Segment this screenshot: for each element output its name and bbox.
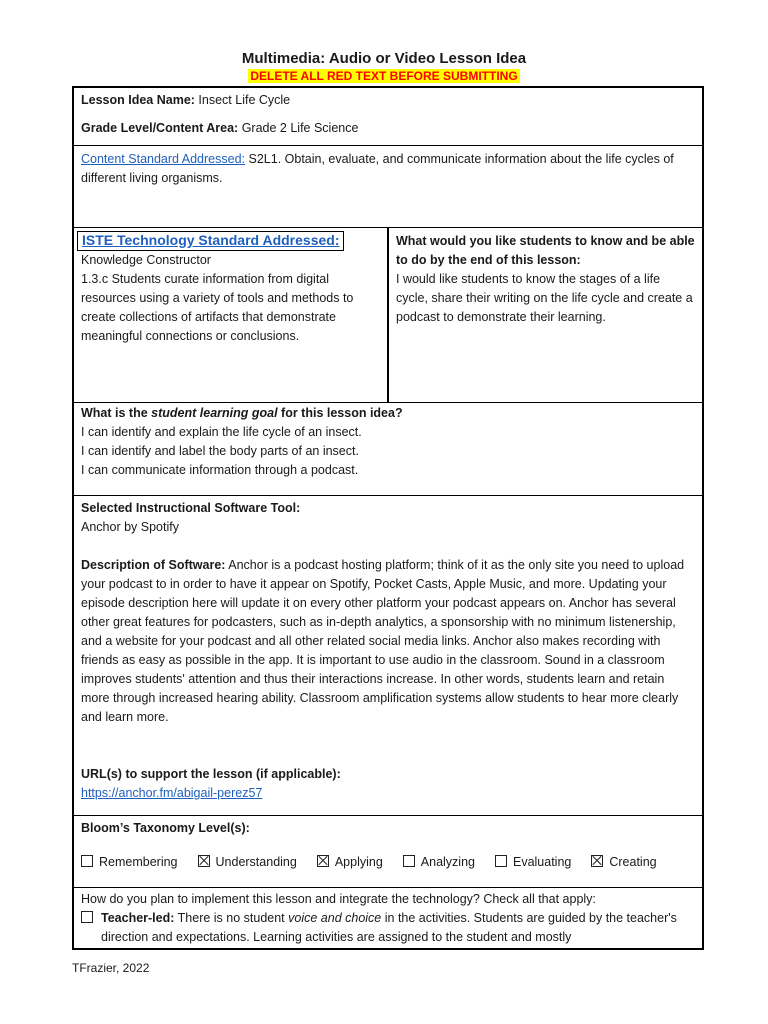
- iste-standard-link[interactable]: ISTE Technology Standard Addressed:: [82, 232, 340, 248]
- checkbox-icon[interactable]: [403, 855, 415, 867]
- iste-cell: [74, 228, 389, 402]
- teacher-led-option[interactable]: Teacher-led: There is no student voice and choice in the activities. Students are guided by the teacher's direction and expectations. Learning activities are assigned to the student and mostly: [81, 909, 695, 947]
- lesson-name-value[interactable]: Insect Life Cycle: [198, 93, 291, 107]
- learning-goal-line[interactable]: I can communicate information through a podcast.: [81, 463, 359, 477]
- lesson-info-row: [74, 88, 702, 146]
- software-row: [74, 496, 702, 816]
- know-answer[interactable]: I would like students to know the stages of a life cycle, share their writing on the life cycle and create a podcast to demonstrate their learning.: [396, 272, 693, 324]
- grade-value[interactable]: Grade 2 Life Science: [241, 121, 359, 135]
- software-label: Selected Instructional Software Tool:: [81, 501, 301, 515]
- grade-line: [81, 119, 695, 138]
- checkbox-icon[interactable]: [495, 855, 507, 867]
- iste-standard-description[interactable]: 1.3.c Students curate information from digital resources using a variety of tools and methods to create collections of artifacts that demonstrate meaningful connections or conclusions.: [81, 272, 354, 343]
- bloom-checklist: [81, 855, 695, 869]
- checkbox-icon[interactable]: [81, 911, 93, 923]
- iste-standard-name[interactable]: Knowledge Constructor: [81, 253, 211, 267]
- checkbox-checked-icon[interactable]: [591, 855, 603, 867]
- checkbox-icon[interactable]: [81, 855, 93, 867]
- software-description-text[interactable]: Anchor is a podcast hosting platform; think of it as the only site you need to upload your podcast to in order to have it appear on Spotify, Pocket Casts, Apple Music, and more. Updating your episode description here will update it on every other platform your podcast appears on. Anchor has several other great features for podcasters, such as in-depth analytics, a sponsorship with no minimum listenership, and a website for your podcast and all other related social media links. Anchor also makes recording with friends as easy as possible in the app. It is important to use audio in the classroom. Sound in a classroom improves students' attention and thus their interactions increase. In other words, students learn and retain more through increased hearing ability. Classroom amplification systems allow students to hear more clearly and learn more.: [81, 558, 685, 724]
- content-standard-text: [81, 150, 695, 188]
- url-link[interactable]: https://anchor.fm/abigail-perez57: [81, 786, 263, 800]
- checkbox-checked-icon[interactable]: [317, 855, 329, 867]
- document-title: Multimedia: Audio or Video Lesson Idea: [241, 50, 527, 67]
- lesson-name-label: Lesson Idea Name:: [81, 93, 195, 107]
- learning-goal-row: [74, 403, 702, 496]
- grade-label: Grade Level/Content Area:: [81, 121, 239, 135]
- implementation-question: How do you plan to implement this lesson and integrate the technology? Check all that apply:: [81, 892, 596, 906]
- content-standard-link[interactable]: Content Standard Addressed:: [81, 152, 246, 166]
- warning-banner: [0, 69, 768, 83]
- iste-label-box: [77, 231, 344, 251]
- bloom-item-understanding[interactable]: Understanding: [198, 855, 297, 869]
- know-cell: [389, 228, 702, 402]
- bloom-item-remembering[interactable]: Remembering: [81, 855, 178, 869]
- content-standard-row: [74, 146, 702, 228]
- iste-row: [74, 228, 702, 403]
- software-description: [81, 556, 695, 727]
- software-description-label: Description of Software:: [81, 558, 226, 572]
- checkbox-checked-icon[interactable]: [198, 855, 210, 867]
- learning-goal-question: What is the student learning goal for this lesson idea?: [81, 406, 403, 420]
- url-label: URL(s) to support the lesson (if applicable):: [81, 767, 341, 781]
- warning-text: DELETE ALL RED TEXT BEFORE SUBMITTING: [250, 69, 518, 83]
- learning-goal-line[interactable]: I can identify and label the body parts of an insect.: [81, 444, 359, 458]
- content-standard-value[interactable]: S2L1. Obtain, evaluate, and communicate information about the life cycles of different living organisms.: [81, 152, 674, 185]
- bloom-row: [74, 816, 702, 888]
- bloom-item-evaluating[interactable]: Evaluating: [495, 855, 571, 869]
- learning-goal-line[interactable]: I can identify and explain the life cycle of an insect.: [81, 425, 362, 439]
- software-name[interactable]: Anchor by Spotify: [81, 520, 179, 534]
- bloom-item-applying[interactable]: Applying: [317, 855, 383, 869]
- footer-credit: TFrazier, 2022: [72, 961, 150, 975]
- bloom-item-analyzing[interactable]: Analyzing: [403, 855, 475, 869]
- bloom-label: Bloom’s Taxonomy Level(s):: [81, 821, 250, 835]
- implementation-row: [74, 888, 702, 950]
- bloom-item-creating[interactable]: Creating: [591, 855, 656, 869]
- know-question: What would you like students to know and be able to do by the end of this lesson:: [396, 234, 695, 267]
- lesson-name-line: [81, 91, 695, 110]
- lesson-form-table: [72, 86, 704, 950]
